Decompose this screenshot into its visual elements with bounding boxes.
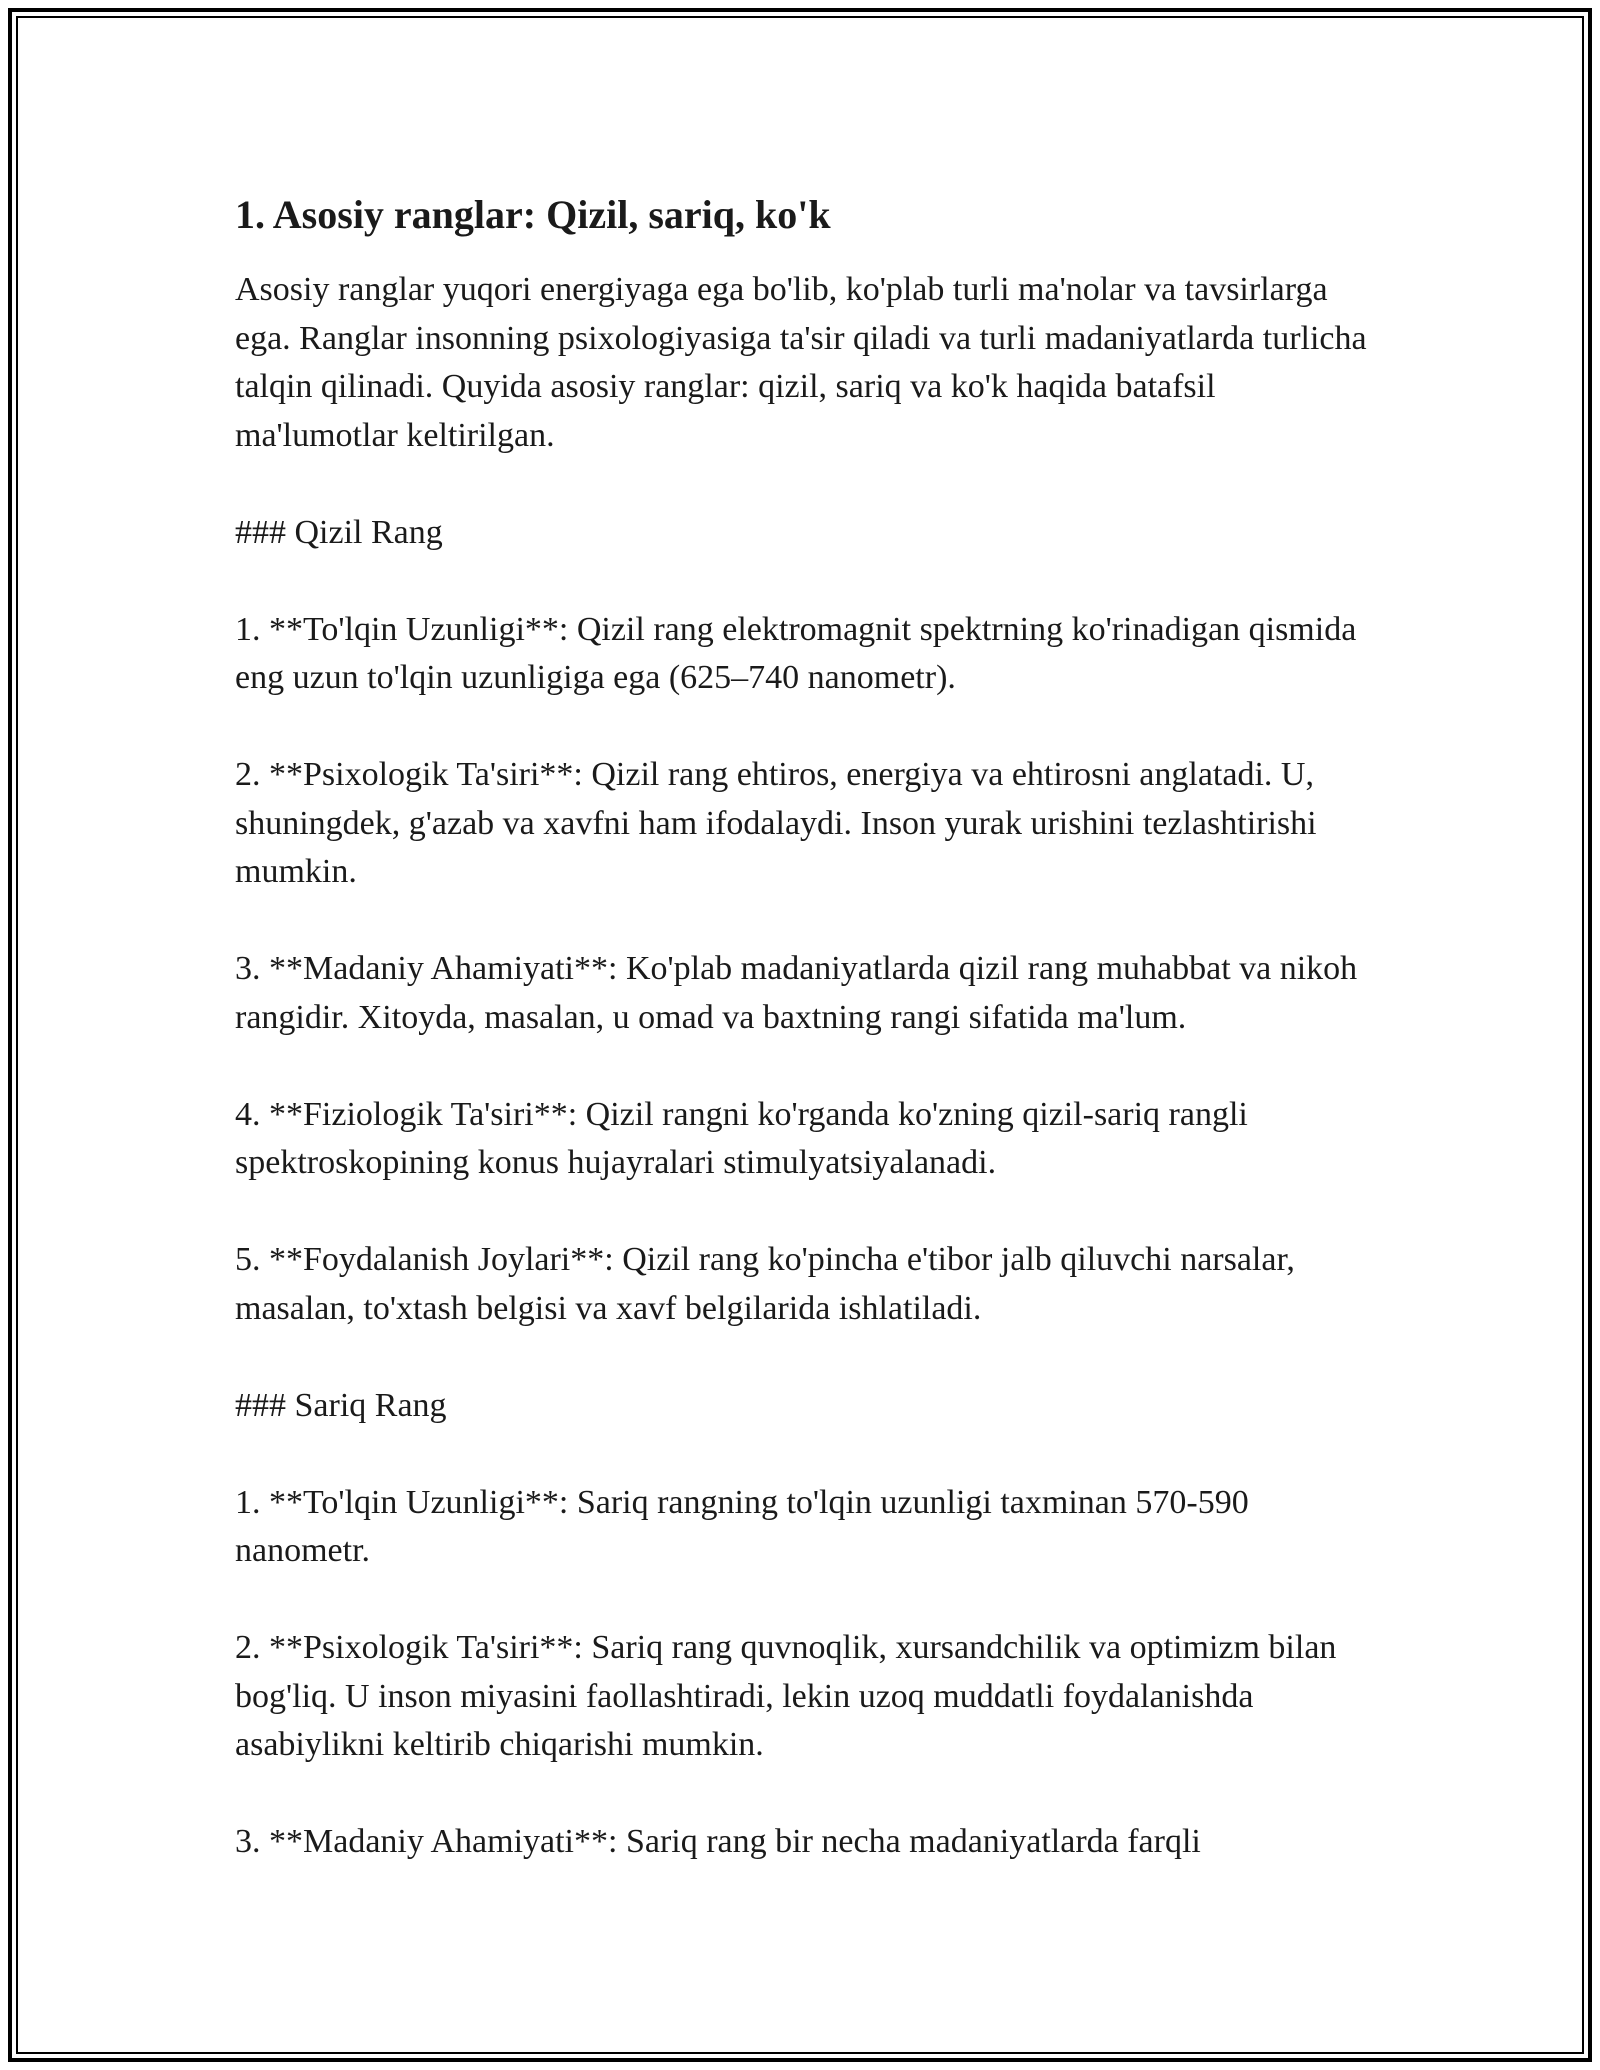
- intro-paragraph: Asosiy ranglar yuqori energiyaga ega bo'lib, ko'plab turli ma'nolar va tavsirlarga ega. Ranglar insonning psixologiyasiga ta'sir qiladi va turli madaniyatlarda turlicha talqin qilinadi. Quyida asosiy ranglar: qizil, sariq va ko'k haqida batafsil ma'lumotlar keltirilgan.: [235, 271, 1367, 454]
- sariq-item-3: 3. **Madaniy Ahamiyati**: Sariq rang bir necha madaniyatlarda farqli: [235, 1823, 1201, 1860]
- document-title: 1. Asosiy ranglar: Qizil, sariq, ko'k: [235, 192, 831, 237]
- section-heading-sariq: ### Sariq Rang: [235, 1386, 447, 1424]
- qizil-item-3: 3. **Madaniy Ahamiyati**: Ko'plab madaniyatlarda qizil rang muhabbat va nikoh rangidir. Xitoyda, masalan, u omad va baxtning rangi sifatida ma'lum.: [235, 950, 1358, 1036]
- qizil-item-2: 2. **Psixologik Ta'siri**: Qizil rang ehtiros, energiya va ehtirosni anglatadi. U, shuningdek, g'azab va xavfni ham ifodalaydi. Inson yurak urishini tezlashtirishi mumkin.: [235, 756, 1317, 890]
- qizil-item-1: 1. **To'lqin Uzunligi**: Qizil rang elektromagnit spektrning ko'rinadigan qismida eng uzun to'lqin uzunligiga ega (625–740 nanometr).: [235, 610, 1357, 696]
- sariq-item-1: 1. **To'lqin Uzunligi**: Sariq rangning to'lqin uzunligi taxminan 570-590 nanometr.: [235, 1483, 1249, 1569]
- sariq-item-2: 2. **Psixologik Ta'siri**: Sariq rang quvnoqlik, xursandchilik va optimizm bilan bog'liq. U inson miyasini faollashtiradi, lekin uzoq muddatli foydalanishda asabiylikni keltirib chiqarishi mumkin.: [235, 1629, 1337, 1763]
- section-heading-qizil: ### Qizil Rang: [235, 513, 443, 551]
- qizil-item-5: 5. **Foydalanish Joylari**: Qizil rang ko'pincha e'tibor jalb qiluvchi narsalar, masalan, to'xtash belgisi va xavf belgilarida ishlatiladi.: [235, 1241, 1295, 1327]
- document-body: [235, 186, 1375, 1915]
- qizil-item-4: 4. **Fiziologik Ta'siri**: Qizil rangni ko'rganda ko'zning qizil-sariq rangli spektroskopining konus hujayralari stimulyatsiyalanadi.: [235, 1095, 1248, 1181]
